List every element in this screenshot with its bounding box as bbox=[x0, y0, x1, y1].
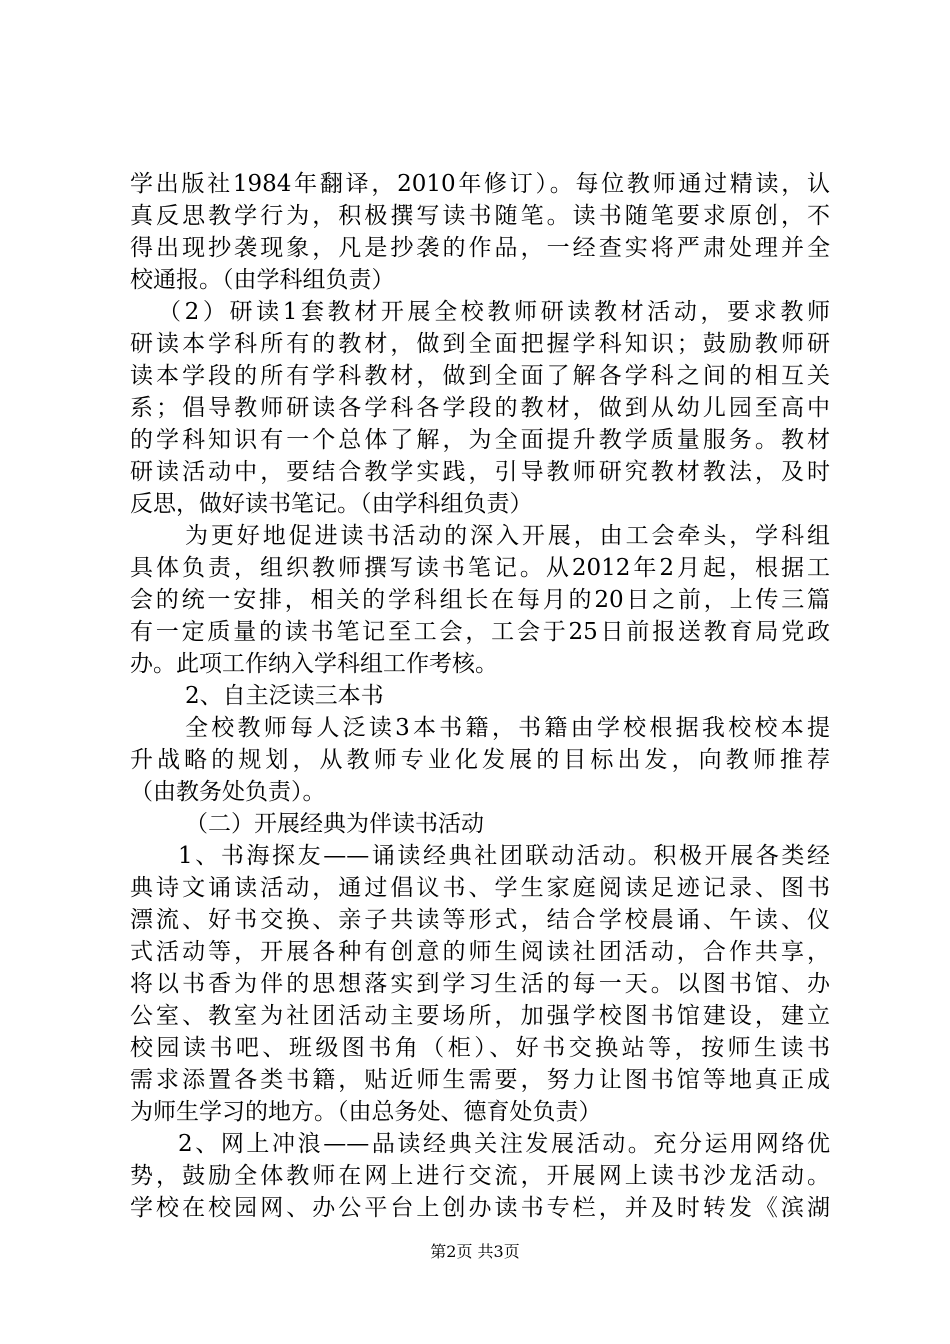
text-line-25: 式活动等，开展各种有创意的师生阅读社团活动，合作共享， bbox=[130, 939, 830, 965]
text-line-4: 校通报。（由学科组负责） bbox=[130, 267, 395, 293]
text-line-1: 学出版社1984年翻译，2010年修订）。每位教师通过精读，认 bbox=[130, 171, 830, 197]
text-line-32: 势，鼓励全体教师在网上进行交流，开展网上读书沙龙活动。 bbox=[130, 1163, 830, 1189]
text-line-30: 为师生学习的地方。（由总务处、德育处负责） bbox=[130, 1099, 602, 1125]
text-line-13: 具体负责，组织教师撰写读书笔记。从2012年2月起，根据工 bbox=[130, 555, 830, 581]
text-line-31: 2、网上冲浪——品读经典关注发展活动。充分运用网络优 bbox=[178, 1131, 830, 1157]
text-line-26: 将以书香为伴的思想落实到学习生活的每一天。以图书馆、办 bbox=[130, 971, 830, 997]
text-line-28: 校园读书吧、班级图书角（柜）、好书交换站等，按师生读书 bbox=[130, 1035, 830, 1061]
text-line-33: 学校在校园网、办公平台上创办读书专栏，并及时转发《滨湖 bbox=[130, 1195, 830, 1221]
text-line-20: （由教务处负责）。 bbox=[130, 779, 326, 805]
text-line-5: （2）研读1套教材开展全校教师研读教材活动，要求教师 bbox=[158, 299, 830, 325]
text-line-18: 全校教师每人泛读3本书籍，书籍由学校根据我校校本提 bbox=[185, 715, 830, 741]
text-line-12: 为更好地促进读书活动的深入开展，由工会牵头，学科组 bbox=[185, 523, 830, 549]
text-line-8: 系；倡导教师研读各学科各学段的教材，做到从幼儿园至高中 bbox=[130, 395, 830, 421]
text-line-6: 研读本学科所有的教材，做到全面把握学科知识；鼓励教师研 bbox=[130, 331, 830, 357]
text-line-29: 需求添置各类书籍，贴近师生需要，努力让图书馆等地真正成 bbox=[130, 1067, 830, 1093]
text-line-16: 办。此项工作纳入学科组工作考核。 bbox=[130, 651, 498, 677]
text-line-22: 1、书海探友——诵读经典社团联动活动。积极开展各类经 bbox=[178, 843, 830, 869]
page-number-footer: 第2页 共3页 bbox=[430, 1242, 520, 1261]
text-line-21: （二）开展经典为伴读书活动 bbox=[185, 811, 484, 837]
text-line-2: 真反思教学行为，积极撰写读书随笔。读书随笔要求原创，不 bbox=[130, 203, 830, 229]
text-line-17: 2、自主泛读三本书 bbox=[185, 683, 384, 709]
text-line-11: 反思，做好读书笔记。（由学科组负责） bbox=[130, 491, 533, 517]
text-line-23: 典诗文诵读活动，通过倡议书、学生家庭阅读足迹记录、图书 bbox=[130, 875, 830, 901]
text-line-3: 得出现抄袭现象，凡是抄袭的作品，一经查实将严肃处理并全 bbox=[130, 235, 830, 261]
text-line-14: 会的统一安排，相关的学科组长在每月的20日之前，上传三篇 bbox=[130, 587, 830, 613]
text-line-27: 公室、教室为社团活动主要场所，加强学校图书馆建设，建立 bbox=[130, 1003, 830, 1029]
text-line-19: 升战略的规划，从教师专业化发展的目标出发，向教师推荐 bbox=[130, 747, 830, 773]
text-line-9: 的学科知识有一个总体了解，为全面提升教学质量服务。教材 bbox=[130, 427, 830, 453]
text-line-10: 研读活动中，要结合教学实践，引导教师研究教材教法，及时 bbox=[130, 459, 830, 485]
text-line-7: 读本学段的所有学科教材，做到全面了解各学科之间的相互关 bbox=[130, 363, 830, 389]
text-line-24: 漂流、好书交换、亲子共读等形式，结合学校晨诵、午读、仪 bbox=[130, 907, 830, 933]
text-line-15: 有一定质量的读书笔记至工会，工会于25日前报送教育局党政 bbox=[130, 619, 830, 645]
